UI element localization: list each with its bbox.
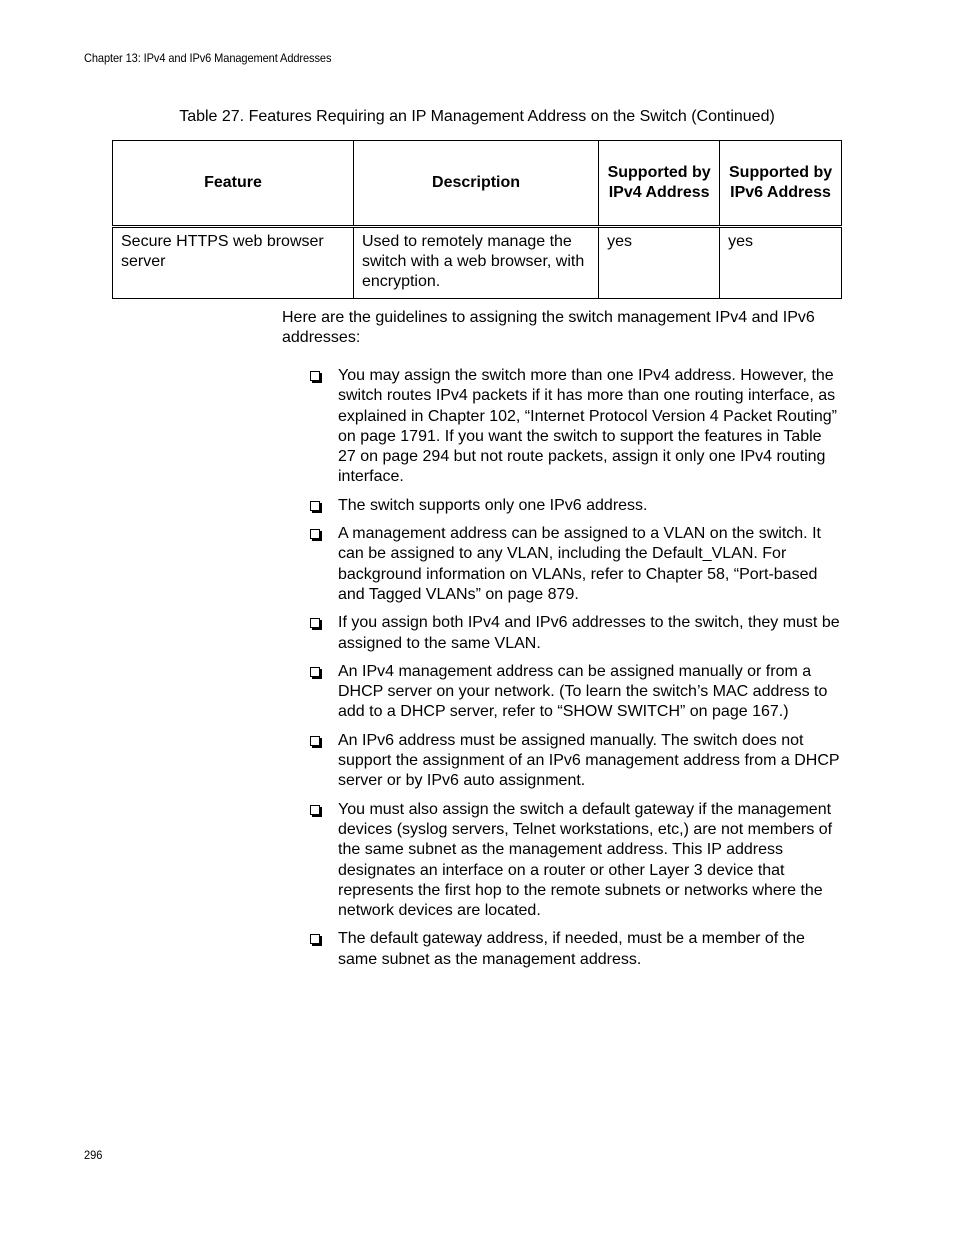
list-item <box>310 613 842 654</box>
header-description: Description <box>353 141 598 227</box>
list-item-text: If you assign both IPv4 and IPv6 addresses to the switch, they must be assigned to the same VLAN. <box>338 614 840 652</box>
cell-feature: Secure HTTPS web browser server <box>113 227 354 299</box>
header-feature: Feature <box>113 141 354 227</box>
list-item <box>310 929 842 970</box>
checkbox-square-icon <box>310 805 320 815</box>
guidelines-list <box>310 366 842 978</box>
page-number: 296 <box>84 1148 103 1162</box>
cell-ipv4: yes <box>599 227 720 299</box>
list-item-text: An IPv4 management address can be assigned manually or from a DHCP server on your network. (To learn the switch’s MAC address to add to a DHCP server, refer to “SHOW SWITCH” on page 167.) <box>338 662 828 721</box>
list-item-text: You may assign the switch more than one IPv4 address. However, the switch routes IPv4 packets if it has more than one routing interface, as explained in Chapter 102, “Internet Protocol Version 4 Packet Routing” on page 1791. If you want the switch to support the features in Table 27 on page 294 but not route packets, assign it only one IPv4 routing interface. <box>338 367 837 486</box>
list-item <box>310 731 842 792</box>
list-item-text: A management address can be assigned to a VLAN on the switch. It can be assigned to any VLAN, including the Default_VLAN. For background information on VLANs, refer to Chapter 58, “Port-based and Tagged VLANs” on page 879. <box>338 525 821 603</box>
list-item <box>310 366 842 488</box>
table-row <box>113 227 842 299</box>
checkbox-square-icon <box>310 371 320 381</box>
features-table <box>112 140 842 299</box>
table-header-row <box>113 141 842 227</box>
list-item-text: The switch supports only one IPv6 address. <box>338 496 648 514</box>
list-item <box>310 662 842 723</box>
checkbox-square-icon <box>310 501 320 511</box>
list-item-text: An IPv6 address must be assigned manually. The switch does not support the assignment of an IPv6 management address from a DHCP server or by IPv6 auto assignment. <box>338 731 840 790</box>
checkbox-square-icon <box>310 529 320 539</box>
cell-description: Used to remotely manage the switch with a web browser, with encryption. <box>353 227 598 299</box>
checkbox-square-icon <box>310 618 320 628</box>
list-item <box>310 496 842 516</box>
header-ipv4: Supported by IPv4 Address <box>599 141 720 227</box>
checkbox-square-icon <box>310 934 320 944</box>
list-item <box>310 800 842 922</box>
checkbox-square-icon <box>310 736 320 746</box>
intro-paragraph: Here are the guidelines to assigning the switch management IPv4 and IPv6 addresses: <box>282 309 815 347</box>
running-head: Chapter 13: IPv4 and IPv6 Management Addresses <box>84 51 332 65</box>
table-caption: Table 27. Features Requiring an IP Management Address on the Switch (Continued) <box>179 108 775 125</box>
list-item-text: You must also assign the switch a default gateway if the management devices (syslog servers, Telnet workstations, etc,) are not members of the same subnet as the management address. This IP address designates an interface on a router or other Layer 3 device that represents the first hop to the remote subnets or networks where the network devices are located. <box>338 800 833 920</box>
checkbox-square-icon <box>310 667 320 677</box>
header-ipv6: Supported by IPv6 Address <box>720 141 842 227</box>
list-item-text: The default gateway address, if needed, must be a member of the same subnet as the management address. <box>338 930 805 968</box>
cell-ipv6: yes <box>720 227 842 299</box>
list-item <box>310 524 842 605</box>
